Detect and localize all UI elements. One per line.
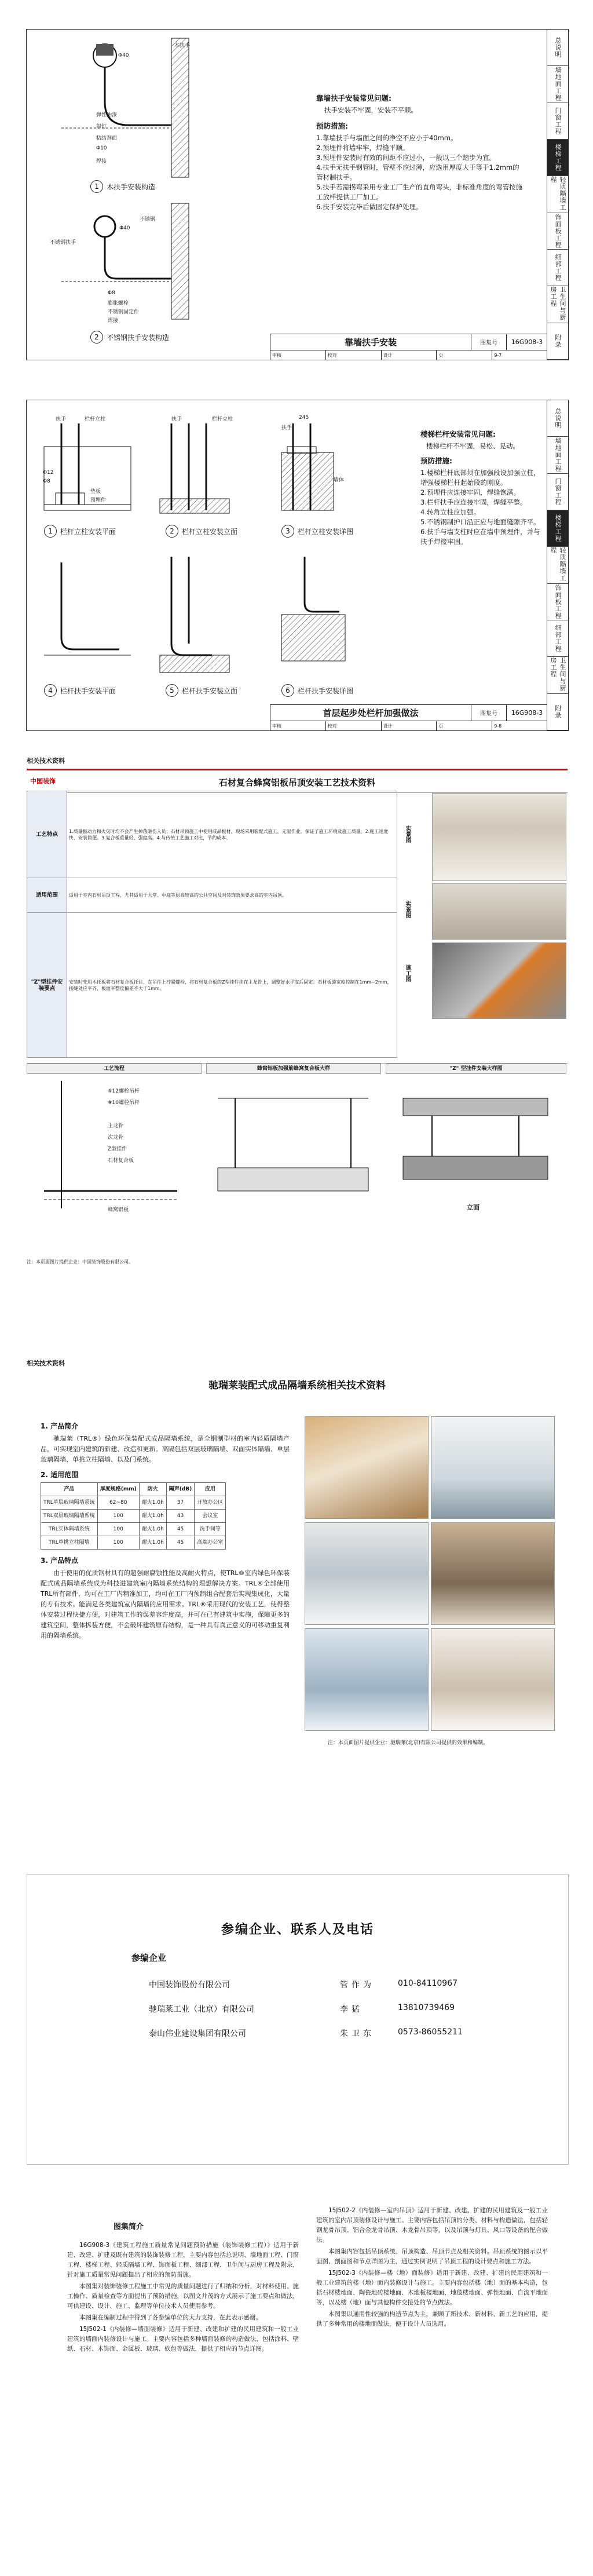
code-value: 16G908-3: [506, 705, 547, 721]
phone: 13810739469: [398, 2003, 455, 2012]
body-text: [41, 1416, 290, 1641]
tech-sheet-partition: [27, 1358, 568, 1822]
sign-cell: 审核: [270, 721, 326, 730]
label: 次龙骨: [108, 1135, 124, 1141]
code-label: 图集号: [471, 334, 506, 350]
diagram-caption: 2 栏杆立柱安装立面: [166, 525, 237, 538]
row-text: 适用于室内石材吊顶工程，尤其适用于大堂、中庭等层高较高的公共空间及对装饰效果要求高的室内吊顶。: [67, 878, 397, 913]
label: 不锈钢固定件: [108, 309, 140, 315]
paragraph: 15J502-2《内装修—室内吊顶》适用于新建、改建、扩建的民用建筑及一般工业建筑的室内吊顶装修设计与施工。主要内容包括吊顶的分类、材料与构造做法，包括轻钢龙骨吊顶、铝合金龙骨吊顶、木龙骨吊顶等，以及吊顶与灯具、风口等设备的配合做法。: [316, 2207, 548, 2244]
label: 245: [299, 415, 309, 421]
label: 粘结剂面: [96, 136, 118, 141]
side-tab[interactable]: 卫生间与厨房工程: [547, 286, 568, 323]
section-tag: 相关技术资料: [27, 1360, 65, 1367]
label: 栏杆立柱: [85, 416, 106, 422]
paragraph: 本图集在编制过程中得到了各参编单位的大力支持，在此表示感谢。: [79, 2314, 262, 2321]
label: 弹性油漆: [96, 112, 118, 118]
spec-table: [41, 1482, 226, 1550]
table-row: TRL单挑立柱隔墙 100 耐火1.0h 45 高端办公室: [41, 1536, 226, 1550]
company-logo: 中国装饰: [30, 777, 56, 785]
th: 产品: [41, 1483, 98, 1496]
th: 应用: [195, 1483, 226, 1496]
diagram-caption: 1 栏杆立柱安装平面: [44, 525, 116, 538]
side-tab[interactable]: 细部工程: [547, 250, 568, 286]
side-tab[interactable]: 附录: [547, 323, 568, 360]
side-tab[interactable]: 墙地面工程: [547, 437, 568, 473]
label: 墙体: [334, 477, 345, 483]
tech-sheet-stone: [27, 756, 568, 1271]
side-tab[interactable]: 总说明: [547, 30, 568, 66]
row-head: 适用范围: [27, 878, 67, 913]
sheet-title: 石材复合蜂窝铝板吊顶安装工艺技术资料: [218, 777, 375, 788]
sheet-title: 靠墙扶手安装: [344, 337, 397, 348]
label: 射钉: [96, 124, 107, 130]
notes-problem: 扶手安装不牢固，安装不平顺。: [324, 106, 418, 114]
photo-office-2: [431, 1416, 555, 1519]
atlas-introduction: [27, 2188, 568, 2571]
sign-cell: 设计: [382, 350, 437, 360]
side-tab[interactable]: 总说明: [547, 400, 568, 437]
side-tab[interactable]: 墙地面工程: [547, 66, 568, 103]
paragraph: 16G908-3《建筑工程施工质量常见问题预防措施（装饰装修工程）》适用于新建、改建、扩建及既有建筑的装饰装修工程，主要内容包括总说明、墙地面工程、门窗工程、楼梯工程、轻质隔墙工程、饰面板工程、细部工程、卫生间与厨房工程及附录，针对施工质量常见问题提出了相应的预防措施。: [67, 2242, 299, 2278]
paragraph: 驰瑞莱（TRL®）绿色环保装配式成品隔墙系统，是全钢制型材的室内轻质隔墙产品，可实现室内建筑的新建、改造和更新。高隔包括双层玻璃隔墙、双面实体隔墙、单层玻璃隔墙、单挑立柱隔墙、以及门系统。: [41, 1435, 290, 1463]
side-tab[interactable]: 附录: [547, 694, 568, 730]
notes-title: 靠墙扶手安装常见问题:: [316, 94, 391, 103]
label: #10螺栓吊杆: [108, 1100, 140, 1106]
page-title: 参编企业、联系人及电话: [221, 1923, 374, 1937]
label: 立面: [467, 1204, 479, 1211]
label: Φ8: [43, 478, 50, 484]
note: 4.扶手无扶手钢管时，管壁不应过薄，应选用厚度大于等于1.2mm的管材制扶手。: [316, 163, 519, 181]
code-label: 图集号: [471, 705, 506, 721]
label: 膨胀螺栓: [108, 301, 129, 306]
footnote: 注：本页面图片提供企业：中国装饰股份有限公司。: [27, 1259, 133, 1265]
side-tab[interactable]: 门窗工程: [547, 474, 568, 510]
note: 1.靠墙扶手与墙面之间的净空不应小于40mm。: [316, 134, 457, 142]
note: 6.扶手与墙支柱时应在墙中预埋件，并与扶手焊接牢固。: [420, 528, 540, 546]
photo-lobby: [432, 883, 566, 940]
section-title: 2. 适用范围: [41, 1471, 79, 1479]
diagram-caption: 1 木扶手安装构造: [90, 180, 155, 193]
label: 焊接: [108, 318, 119, 324]
contributor-row: [149, 2027, 519, 2039]
sign-cell: 校对: [326, 350, 382, 360]
phone: 0573-86055211: [398, 2027, 463, 2037]
side-tab[interactable]: 卫生间与厨房工程: [547, 657, 568, 693]
label: 不锈钢: [140, 217, 156, 222]
label: 木扶手: [174, 43, 191, 49]
photo-office-1: [305, 1416, 429, 1519]
notes-problem: 楼梯栏杆不牢固，易松、晃动。: [426, 442, 519, 450]
label: 预埋件: [90, 498, 107, 503]
title-block: [270, 704, 547, 730]
sheet-title: 首层起步处栏杆加强做法: [323, 708, 419, 718]
code-value: 16G908-3: [506, 334, 547, 350]
paragraph: 由于使用的优质钢材具有的超强耐腐蚀性能及高耐火特点，使TRL®室内绿色环保装配式成品隔墙系统成为科技进建筑室内隔墙系统结构的理想解决方案。TRL®全部使用TRL所有部件，均可在工厂内精准加工，均可在工厂内预制组合配套后实现集成化，大量的专有技术。能满足各类建筑室内隔墙的应用需求。TRL®采用现代的安装工艺，使得整体安装过程快捷方便，对建筑工作的误差容许度高，并可在已有建筑中实施，保障更多的建筑空间，整体拆装方便，不会破坏建筑原有结构，是一种具有真正意义的可移动重复利用的隔墙系统。: [41, 1569, 290, 1639]
page-label: 页: [437, 721, 492, 730]
side-tab[interactable]: 轻质隔墙工程: [547, 547, 568, 583]
row-head: "Z"型挂件安装要点: [27, 913, 67, 1058]
page-label: 页: [437, 350, 492, 360]
sign-cell: 设计: [382, 721, 437, 730]
side-caption: 实景图: [404, 825, 411, 843]
paragraph: 15J502-3《内装修—楼（地）面装修》适用于新建、改建、扩建的民用建筑和一般工业建筑的楼（地）面内装修设计与施工。主要内容包括楼（地）面的基本构造，包括石材楼地面、陶瓷地砖楼地面、木地板楼地面、地毯楼地面、弹性地面、自流平地面等，以及楼（地）面与其他构件交接处的节点做法。: [316, 2270, 548, 2306]
note: 4.转角立柱应加强。: [420, 508, 480, 516]
paragraph: 本图集对装饰装修工程施工中常见的质量问题进行了归纳和分析，对材料使用、施工操作、质量检查等方面提出了预防措施，以图文并茂的方式展示了施工要点和做法，可供建设、设计、施工、监理等单位技术人员使用参考。: [67, 2283, 299, 2310]
diagram-caption: 4 栏杆扶手安装平面: [44, 684, 116, 697]
table-row: TRL单层玻璃隔墙系统 62~80 耐火1.0h 37 开放办公区: [41, 1496, 226, 1510]
drawing-sheet-1: [26, 29, 569, 360]
diagram-caption: 5 栏杆扶手安装立面: [166, 684, 237, 697]
left-column: [67, 2241, 299, 2356]
note: 6.扶手安装完毕后做固定保护处理。: [316, 203, 423, 211]
note: 5.不锈钢制护口沿正应与地面缝隙齐平。: [420, 518, 540, 526]
photo-office-5: [305, 1628, 429, 1731]
label: 石材复合板: [108, 1158, 134, 1164]
sign-cell: 审核: [270, 350, 326, 360]
detail-head: 工艺流程: [27, 1064, 202, 1074]
banner: [27, 769, 568, 793]
process-table: [27, 791, 397, 1058]
label: 焊接: [96, 159, 107, 165]
diagram-caption: 3 栏杆立柱安装详图: [281, 525, 353, 538]
notes-block: [316, 93, 525, 212]
side-caption: 实景图: [404, 901, 411, 918]
section-tag: 相关技术资料: [27, 757, 65, 765]
contributors-page: [27, 1874, 569, 2165]
row-text: 安装时先用木托板将石材复合板托住，在吊件上拧紧螺栓，将石材复合板的Z型挂件挂在主龙骨上，调整好水平度后固定。石材板缝宽度控制在1mm~2mm，接缝处应平齐，板面平整度偏差不大于1mm。: [67, 913, 397, 1058]
label: 栏杆立柱: [212, 416, 233, 422]
sign-cell: 校对: [326, 721, 382, 730]
detail-area: [27, 1063, 568, 1237]
label: Φ12: [43, 470, 54, 476]
photo-office-4: [431, 1522, 555, 1625]
note: 2.预埋件应连接牢固，焊缝饱满。: [420, 488, 520, 496]
photo-ceiling: [432, 793, 566, 881]
subtitle: 参编企业: [131, 1953, 167, 1963]
photo-worker: [432, 942, 566, 1019]
title-block: [270, 334, 547, 360]
page-value: 9-7: [494, 352, 502, 358]
table-row: TRL实体隔墙系统 100 耐火1.0h 45 洗手间等: [41, 1523, 226, 1536]
detail-head: 蜂窝铝板加强筋蜂窝复合板大样: [206, 1064, 381, 1074]
note: 1.楼梯栏杆底部须在加强段设加强立柱，增强楼梯栏杆起始段的刚度。: [420, 469, 540, 487]
label: 扶手: [56, 416, 67, 422]
side-tab[interactable]: 饰面板工程: [547, 213, 568, 250]
diagram-caption: 2 不锈钢扶手安装构造: [90, 331, 169, 344]
person: 朱卫东: [340, 2029, 375, 2038]
person: 管作为: [340, 1981, 375, 1990]
notes-title: 楼梯栏杆安装常见问题:: [420, 430, 496, 439]
note: 3.预埋件安装时有效的间距不应过小，一般以三个踏步为宜。: [316, 154, 496, 162]
side-tab[interactable]: 细部工程: [547, 620, 568, 657]
sheet-title: 驰瑞莱装配式成品隔墙系统相关技术资料: [208, 1380, 386, 1391]
side-tab-active[interactable]: 楼梯工程: [547, 510, 568, 547]
paragraph: 本图集内容包括吊顶系统、吊顶构造、吊顶节点及相关资料。吊顶系统的图示以平面图、剖面图和节点详图为主，通过实例说明了吊顶工程的设计要点和施工方法。: [316, 2248, 548, 2265]
label: 不锈钢扶手: [50, 240, 76, 246]
photo-office-6: [431, 1628, 555, 1731]
table-row: TRL双层玻璃隔墙系统 100 耐火1.0h 43 会议室: [41, 1510, 226, 1523]
label: 垫板: [90, 489, 101, 495]
notes-sub: 预防措施:: [316, 122, 348, 130]
side-tab-active[interactable]: 楼梯工程: [547, 140, 568, 176]
label: Φ40: [119, 225, 130, 231]
note: 2.预埋件将墙牢牢，焊缝平顺。: [316, 144, 409, 152]
side-tabs: [547, 400, 568, 730]
railing-diagrams: [38, 412, 397, 713]
drawing-sheet-2: [26, 400, 569, 731]
contributor-row: [149, 2003, 519, 2015]
paragraph: 15J502-1《内装修—墙面装修》适用于新建、改建和扩建的民用建筑和一般工业建筑的墙面内装修设计与施工。主要内容包括多种墙面装修的构造做法，包括涂料、壁纸、石材、木饰面、金属板、玻璃、软包等做法，提供了相应的节点详图。: [67, 2326, 299, 2352]
label: Φ10: [96, 145, 107, 151]
note: 3.栏杆扶手应连接牢固，焊缝平整。: [420, 498, 527, 506]
row-text: 1.质量振动力和火灾时均不会产生掉落砸伤人员；石材吊顶施工中使用成品板材，现场采用装配式施工，无湿作业，保证了施工环境及施工质量。2.施工速度快、安装简便。3.复合板重量轻、强度高。4.与传统工艺施工对比，节约成本。: [67, 791, 397, 878]
page-value: 9-8: [494, 723, 502, 729]
wood-handrail-diagram: [61, 38, 235, 177]
paragraph: 本图集以通用性较强的构造节点为主，兼顾了新技术、新材料、新工艺的应用，提供了多种常用的楼地面做法，便于设计人员选用。: [316, 2311, 548, 2327]
side-tab[interactable]: 门窗工程: [547, 103, 568, 140]
label: Φ40: [118, 53, 129, 59]
th: 防火: [139, 1483, 166, 1496]
side-tab[interactable]: 轻质隔墙工程: [547, 176, 568, 213]
company: 中国装饰股份有限公司: [149, 1981, 230, 1990]
right-column: [316, 2206, 548, 2331]
photo-caption: 注：本页面图片提供企业：驰瑞莱(北京)有限公司提供的效果和编制。: [328, 1740, 489, 1746]
person: 李猛: [340, 2005, 363, 2014]
th: 隔声(dB): [166, 1483, 195, 1496]
company: 泰山伟业建设集团有限公司: [149, 2029, 246, 2038]
note: 5.扶手若需拐弯采用专业工厂生产的直角弯头，非标准角度的弯管按施工放样提供工厂加工。: [316, 183, 522, 201]
row-head: 工艺特点: [27, 791, 67, 878]
label: #12螺栓吊杆: [108, 1088, 140, 1094]
photo-office-3: [305, 1522, 429, 1625]
section-title: 1. 产品简介: [41, 1422, 79, 1430]
label: Φ8: [108, 290, 115, 296]
diagram-caption: 6 栏杆扶手安装详图: [281, 684, 353, 697]
detail-head: "Z" 型挂件安装大样图: [386, 1064, 566, 1074]
side-tabs: [547, 30, 568, 360]
phone: 010-84110967: [398, 1979, 458, 1988]
contributor-row: [149, 1979, 519, 1990]
section-title: 3. 产品特点: [41, 1556, 79, 1565]
side-caption: 施工图: [404, 964, 411, 982]
label: Z型挂件: [108, 1146, 127, 1152]
company: 驰瑞莱工业（北京）有限公司: [149, 2005, 254, 2014]
label: 扶手: [281, 425, 292, 431]
notes-block: [420, 429, 542, 547]
side-tab[interactable]: 饰面板工程: [547, 584, 568, 620]
section-heading: 图集简介: [114, 2223, 144, 2231]
notes-sub: 预防措施:: [420, 456, 452, 465]
label: 扶手: [171, 416, 182, 422]
label: 主龙骨: [108, 1123, 124, 1129]
label: 蜂窝铝板: [108, 1207, 129, 1213]
th: 厚度规格(mm): [97, 1483, 139, 1496]
